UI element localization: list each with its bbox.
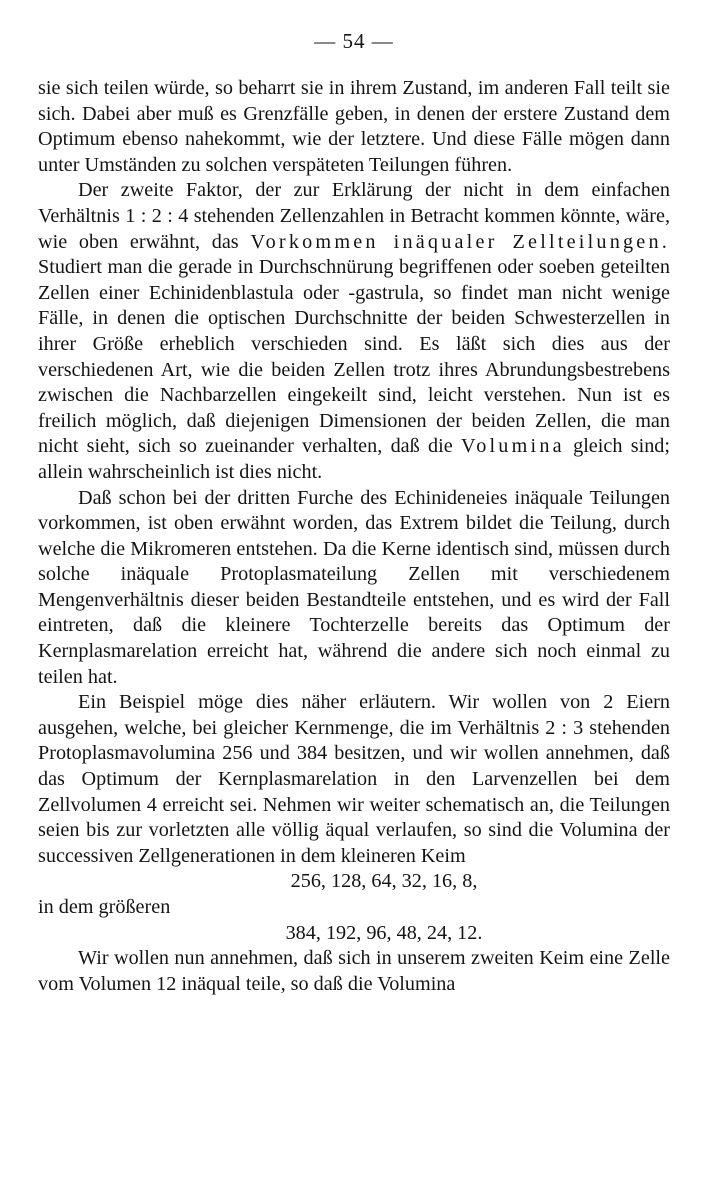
paragraph-2-part-a: Der zweite Faktor, der zur Erklärung der nicht in dem einfachen Verhältnis 1 : 2 : 4 stehenden Zellenzahlen in Betracht kommen könnte, wäre, wie oben erwähnt, das bbox=[38, 179, 670, 253]
paragraph-2-part-c: gleich sind; allein wahrscheinlich ist dies nicht. bbox=[38, 435, 670, 483]
paragraph-3: Daß schon bei der dritten Furche des Echinideneies inäquale Teilungen vorkommen, ist oben erwähnt worden, das Extrem bildet die Teilung, durch welche die Mikromeren entstehen. Da die Kerne identisch sind, müssen durch solche inäquale Protoplasmateilung Zellen mit verschiedenem Mengenverhältnis dieser beiden Bestandteile entstehen, und es wird der Fall eintreten, daß die kleinere Tochterzelle bereits das Optimum der Kernplasmarelation erreicht hat, während die andere sich noch einmal zu teilen hat. bbox=[38, 486, 670, 688]
document-page bbox=[38, 28, 670, 997]
page-number: — 54 — bbox=[314, 29, 394, 53]
emphasis-volumina: Volumina bbox=[461, 435, 565, 458]
volume-series-smaller-germ: 256, 128, 64, 32, 16, 8, bbox=[290, 870, 478, 893]
paragraph-2 bbox=[38, 178, 670, 485]
paragraph-5: Wir wollen nun annehmen, daß sich in unserem zweiten Keim eine Zelle vom Volumen 12 inäqual teile, so daß die Volumina bbox=[38, 947, 670, 995]
body-text bbox=[38, 76, 670, 997]
paragraph-1: sie sich teilen würde, so beharrt sie in ihrem Zustand, im anderen Fall teilt sie sich. Dabei aber muß es Grenzfälle geben, in denen der erstere Zustand dem Optimum ebenso nahekommt, wie der letztere. Und diese Fälle mögen dann unter Umständen zu solchen verspäteten Teilungen führen. bbox=[38, 77, 670, 176]
paragraph-2-part-b: Studiert man die gerade in Durchschnürung begriffenen oder soeben geteilten Zellen einer Echinidenblastula oder -gastrula, so findet man nicht wenige Fälle, in denen die optischen Durchschnitte der beiden Schwesterzellen in ihrer Größe erheblich verschieden sind. Es läßt sich dies aus der verschiedenen Art, wie die beiden Zellen trotz ihres Abrundungsbestrebens zwischen die Nachbarzellen eingekeilt sind, leicht verstehen. Nun ist es freilich möglich, daß diejenigen Dimensionen der beiden Zellen, die man nicht sieht, sich so zueinander verhalten, daß die bbox=[38, 256, 670, 458]
volume-series-larger-germ: 384, 192, 96, 48, 24, 12. bbox=[285, 921, 483, 944]
series-connector-text: in dem größeren bbox=[38, 896, 171, 918]
emphasis-inaequale-zellteilungen: Vorkommen inäqualer Zellteilungen. bbox=[250, 230, 670, 253]
paragraph-4: Ein Beispiel möge dies näher erläutern. Wir wollen von 2 Eiern ausgehen, welche, bei gleicher Kernmenge, die im Verhältnis 2 : 3 stehenden Protoplasmavolumina 256 und 384 besitzen, und wir wollen annehmen, daß das Optimum der Kernplasmarelation in den Larvenzellen bei dem Zellvolumen 4 erreicht sei. Nehmen wir weiter schematisch an, die Teilungen seien bis zur vorletzten alle völlig äqual verlaufen, so sind die Volumina der successiven Zellgenerationen in dem kleineren Keim bbox=[38, 691, 670, 867]
